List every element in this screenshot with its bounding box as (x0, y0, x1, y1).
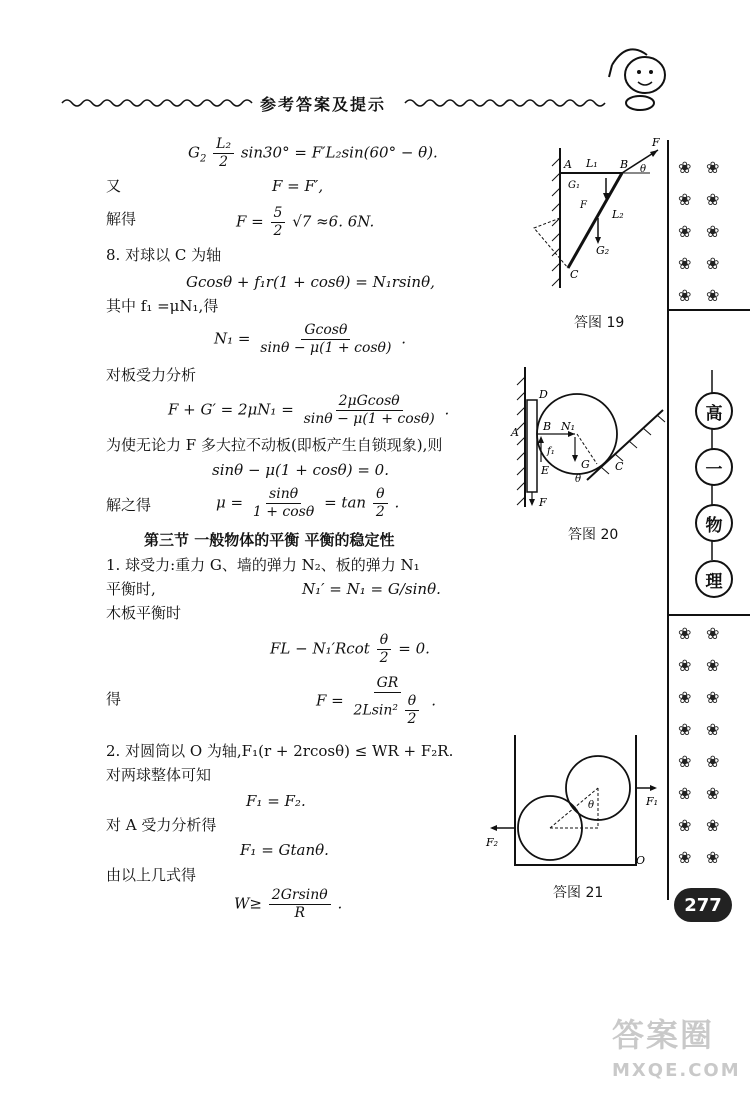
flower-icon: ❀ (678, 784, 692, 803)
fig19-label-G1: G₁ (568, 180, 580, 191)
flower-icon: ❀ (706, 848, 720, 867)
caption-fig21: 答图 21 (553, 885, 604, 901)
sidebar-char: 一 (695, 448, 733, 486)
sidebar-char: 理 (695, 560, 733, 598)
flower-icon: ❀ (678, 816, 692, 835)
label-jiede: 解得 (106, 210, 137, 228)
fig20-label-D: D (539, 388, 548, 401)
eq-w: W≥ $\frac{2Grsin\theta}{R}$ . (234, 887, 343, 921)
watermark-text-1: 答案圈 (612, 1016, 715, 1054)
fig19-label-theta: θ (640, 164, 647, 175)
fig20-label-C: C (615, 460, 624, 473)
figure-19 (530, 138, 670, 298)
fig20-label-A: A (511, 426, 519, 439)
flower-icon: ❀ (678, 222, 692, 241)
sidebar-char: 高 (695, 392, 733, 430)
sidebar-char: 物 (695, 504, 733, 542)
flower-icon: ❀ (706, 720, 720, 739)
label-you: 又 (106, 177, 122, 195)
flower-icon: ❀ (678, 752, 692, 771)
fig19-label-L1: L₁ (586, 157, 598, 170)
s2-line-d: 由以上几式得 (106, 866, 197, 884)
fig21-label-O: O (636, 854, 646, 867)
section-title: 第三节 一般物体的平衡 平衡的稳定性 (144, 531, 395, 549)
flower-icon: ❀ (678, 720, 692, 739)
fig20-label-F: F (539, 496, 547, 509)
caption-fig20: 答图 20 (568, 527, 619, 543)
watermark-text-2: MXQE.COM (612, 1060, 741, 1081)
s1-line-c: 木板平衡时 (106, 604, 182, 622)
fig20-label-B: B (543, 420, 552, 433)
eq-f: F = GR 2Lsin² $\frac{\theta}{2}$ . (316, 675, 436, 727)
board-analysis: 对板受力分析 (106, 366, 197, 384)
s1-line-b: 平衡时, (106, 580, 156, 598)
caption-fig19: 答图 19 (574, 315, 625, 331)
flower-icon: ❀ (706, 624, 720, 643)
fig21-label-F2: F₂ (486, 836, 499, 849)
flower-icon: ❀ (706, 656, 720, 675)
fig21-label-F1: F₁ (646, 795, 659, 808)
eq-line-1: $G_2$ $\frac{\text{L₂}}{2}$ sin30° = F′L₂sin(60° − θ). (188, 136, 438, 170)
fig20-label-theta: θ (575, 474, 582, 485)
label-de: 得 (106, 690, 122, 708)
s2-line-b: 对两球整体可知 (106, 766, 212, 784)
eq-line-2: F = F′, (272, 177, 324, 195)
eq-n1: N₁ = $\frac{Gcos\theta}{\sin\theta - \mu(1 + \cos\theta)}$ . (214, 322, 407, 356)
flower-icon: ❀ (678, 190, 692, 209)
fig19-label-F: F (652, 138, 660, 149)
watermark (612, 1010, 747, 1095)
fig21-label-theta: θ (588, 800, 595, 811)
eq-gtan: F₁ = Gtanθ. (240, 841, 329, 859)
flower-icon: ❀ (678, 254, 692, 273)
fig20-label-N1: N₁ (561, 420, 576, 433)
flower-icon: ❀ (678, 848, 692, 867)
eq-mu: μ = $\frac{\sin\theta}{1 + \cos\theta}$ = tan $\frac{\theta}{2}$ . (216, 486, 400, 520)
flower-icon: ❀ (706, 158, 720, 177)
flower-icon: ❀ (678, 688, 692, 707)
fig19-label-A: A (564, 158, 572, 171)
label-solution: 解之得 (106, 496, 152, 514)
page-number: 277 (674, 888, 732, 922)
fig19-label-B: B (620, 158, 629, 171)
flower-icon: ❀ (706, 222, 720, 241)
flower-icon: ❀ (706, 688, 720, 707)
flower-icon: ❀ (706, 784, 720, 803)
problem-8: 8. 对球以 C 为轴 (106, 246, 222, 264)
s2-line-c: 对 A 受力分析得 (106, 816, 217, 834)
flower-icon: ❀ (706, 816, 720, 835)
flower-icon: ❀ (678, 656, 692, 675)
eq-condition: sinθ − μ(1 + cosθ) = 0. (212, 461, 389, 479)
eq-f1f2: F₁ = F₂. (246, 792, 306, 810)
condition-text: 为使无论力 F 多大拉不动板(即板产生自锁现象),则 (106, 436, 443, 454)
flower-icon: ❀ (706, 254, 720, 273)
flower-icon: ❀ (706, 286, 720, 305)
fig19-label-L2: L₂ (612, 208, 624, 221)
where-line: 其中 f₁ =μN₁,得 (106, 297, 219, 315)
s1-line-a: 1. 球受力:重力 G、墙的弹力 N₂、板的弹力 N₁ (106, 556, 420, 574)
flower-icon: ❀ (706, 190, 720, 209)
eq-fg: F + G′ = 2μN₁ = $\frac{2\mu Gcos\theta}{\sin\theta - \mu(1 + \cos\theta)}$ . (168, 393, 450, 427)
header-title: 参考答案及提示 (260, 95, 387, 114)
fig20-label-G: G (581, 458, 590, 471)
fig20-label-f1: f₁ (547, 446, 555, 457)
eq-fl: FL − N₁′Rcot $\frac{\theta}{2}$ = 0. (270, 632, 430, 666)
eq-line-3: F = $\frac{5}{2}$ √7 ≈6. 6N. (236, 205, 375, 239)
fig19-label-G2: G₂ (596, 244, 610, 257)
flower-icon: ❀ (678, 286, 692, 305)
fig19-label-Fp: F (580, 200, 587, 211)
figure-21 (480, 730, 660, 875)
flower-icon: ❀ (678, 158, 692, 177)
fig19-label-C: C (570, 268, 579, 281)
figure-20 (505, 362, 670, 512)
eq-n1prime: N₁′ = N₁ = G/sinθ. (302, 580, 441, 598)
mascot-icon (609, 49, 665, 110)
eq-moment: Gcosθ + f₁r(1 + cosθ) = N₁rsinθ, (186, 273, 435, 291)
flower-icon: ❀ (706, 752, 720, 771)
s2-line-a: 2. 对圆筒以 O 为轴,F₁(r + 2rcosθ) ≤ WR + F₂R. (106, 742, 454, 760)
flower-icon: ❀ (678, 624, 692, 643)
fig20-label-E: E (541, 464, 550, 477)
